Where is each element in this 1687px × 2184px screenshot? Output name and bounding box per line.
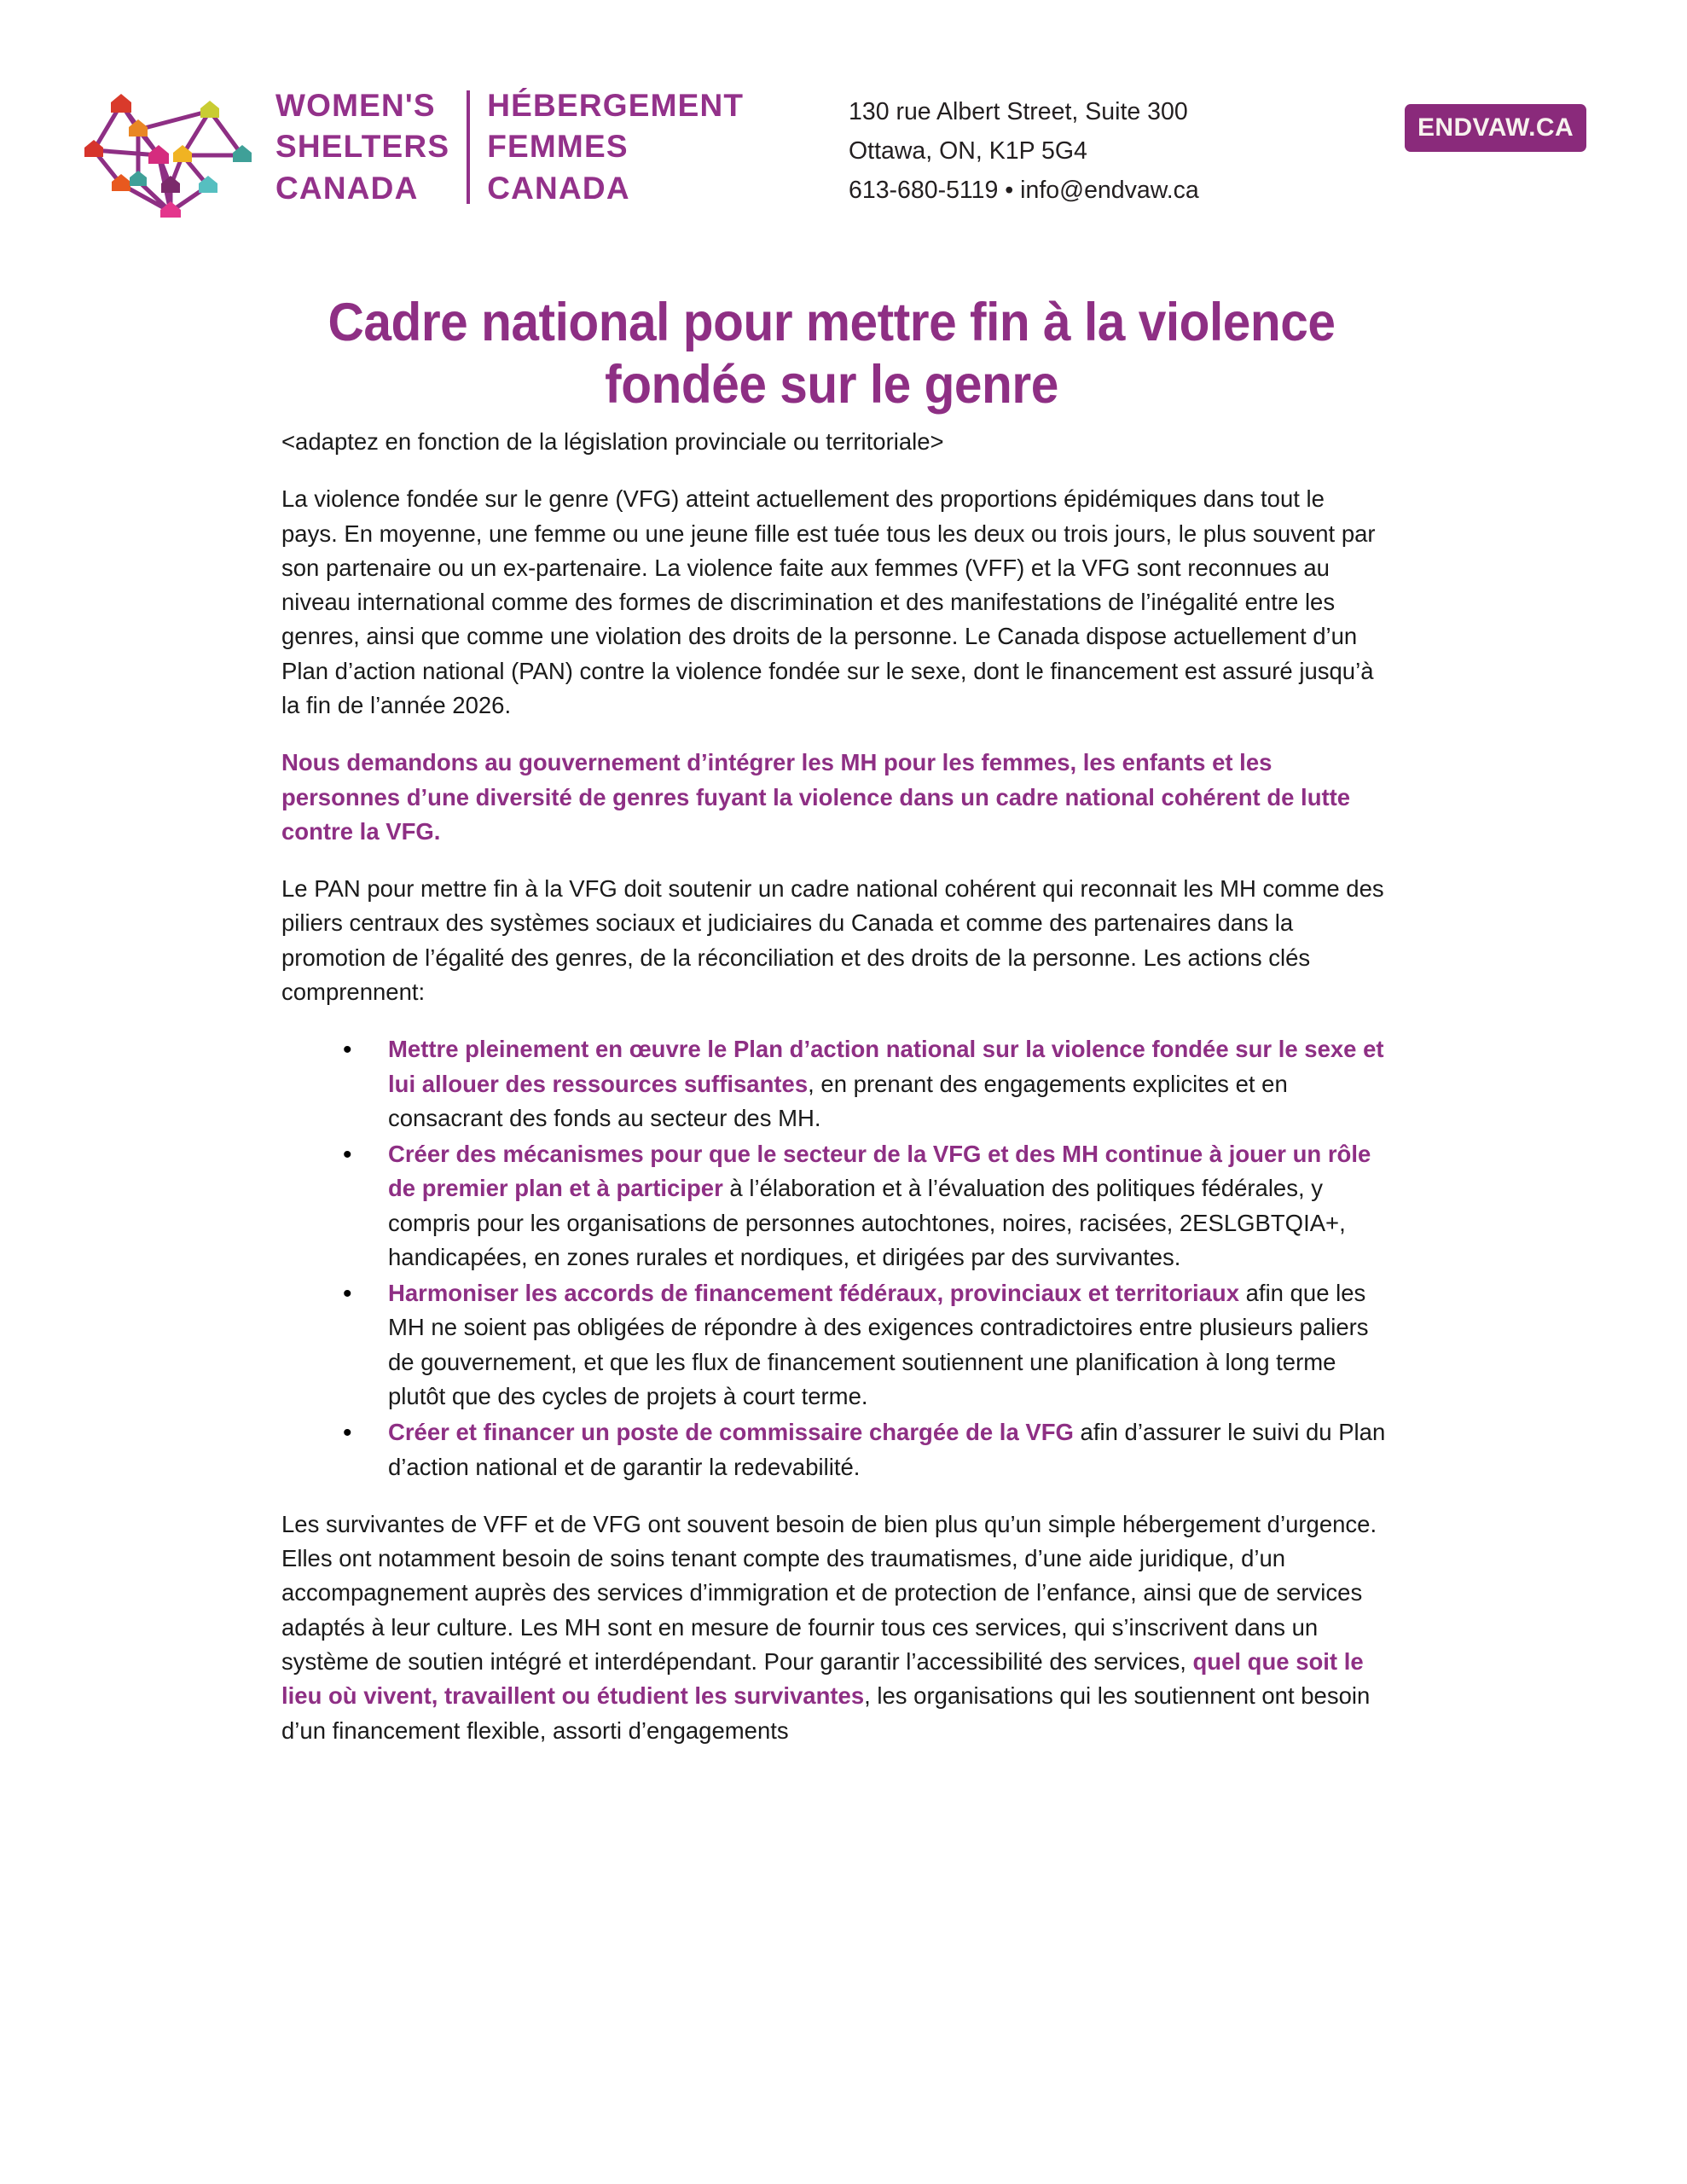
logo-wordmark-en	[275, 85, 449, 208]
intro-paragraph: La violence fondée sur le genre (VFG) atteint actuellement des proportions épidémiques dans tout le pays. En moyenne, une femme ou une jeune fille est tuée tous les deux ou trois jours, le plus souvent par son partenaire ou un ex-partenaire. La violence faite aux femmes (VFF) et la VFG sont reconnues au niveau international comme des formes de discrimination et des manifestations de l’inégalité entre les genres, ainsi que comme une violation des droits de la personne. Le Canada dispose actuellement d’un Plan d’action national (PAN) contre la violence fondée sur le sexe, dont le financement est assuré jusqu’à la fin de l’année 2026.	[281, 485, 1376, 718]
contact-address-line-1: 130 rue Albert Street, Suite 300	[849, 98, 1188, 125]
wsc-network-logo-icon	[82, 77, 257, 218]
contact-phone-email[interactable]: 613-680-5119 • info@endvaw.ca	[849, 177, 1199, 205]
action-lead-text: Mettre pleinement en œuvre le Plan d’action national sur la violence fondée sur le sexe et lui allouer des ressources suffisantes	[388, 1036, 1384, 1097]
list-item	[281, 1032, 1386, 1136]
action-lead-text: Créer des mécanismes pour que le secteur de la VFG et des MH continue à jouer un rôle de premier plan et à participer	[388, 1141, 1371, 1202]
logo-wordmark-en-line-1: WOMEN'S	[275, 88, 436, 124]
action-rest-text: afin d’assurer le suivi du Plan d’action national et de garantir la redevabilité.	[388, 1419, 1386, 1480]
closing-text-part-1: Les survivantes de VFF et de VFG ont souvent besoin de bien plus qu’un simple hébergement d’urgence. Elles ont notamment besoin de soins tenant compte des traumatismes, d’une aide juridique, d’un accompagnement auprès des services d’immigration et de protection de l’enfance, ainsi que de services adaptés à leur culture. Les MH sont en mesure de fournir tous ces services, qui s’inscrivent dans un système de soutien intégré et interdépendant. Pour garantir l’accessibilité des services,	[281, 1510, 1377, 1675]
pan-paragraph: Le PAN pour mettre fin à la VFG doit soutenir un cadre national cohérent qui reconnait les MH comme des piliers centraux des systèmes sociaux et judiciaires du Canada et comme des partenaires dans la promotion de l’égalité des genres, de la réconciliation et des droits de la personne. Les actions clés comprennent:	[281, 875, 1384, 1005]
document-body	[281, 425, 1386, 1748]
page-header	[0, 0, 1687, 247]
logo-wordmark-fr-line-3: CANADA	[487, 170, 630, 206]
logo-wordmark-fr-line-2: FEMMES	[487, 129, 629, 165]
contact-info	[849, 92, 1199, 210]
contact-address-line-2: Ottawa, ON, K1P 5G4	[849, 137, 1087, 166]
closing-highlight-text: quel que soit le lieu où vivent, travaillent ou étudient les survivantes	[281, 1648, 1364, 1710]
list-bullet-icon: •	[343, 1036, 352, 1065]
adaptation-note: <adaptez en fonction de la législation provinciale ou territoriale>	[281, 428, 944, 455]
endvaw-badge-label: ENDVAW.CA	[1417, 113, 1574, 142]
action-rest-text: à l’élaboration et à l’évaluation des politiques fédérales, y compris pour les organisations de personnes autochtones, noires, racisées, 2ESLGBTQIA+, handicapées, en zones rurales et nordiques, et dirigées par des survivantes.	[388, 1175, 1346, 1270]
list-item	[281, 1276, 1386, 1414]
key-actions-list	[281, 1032, 1386, 1484]
callout-paragraph: Nous demandons au gouvernement d’intégrer les MH pour les femmes, les enfants et les personnes d’une diversité de genres fuyant la violence dans un cadre national cohérent de lutte contre la VFG.	[281, 749, 1351, 845]
logo-wordmark-en-line-2: SHELTERS	[275, 129, 450, 165]
action-lead-text: Harmoniser les accords de financement fédéraux, provinciaux et territoriaux	[388, 1280, 1239, 1307]
logo-wordmark-divider	[467, 90, 470, 203]
list-item	[281, 1415, 1386, 1484]
logo-wordmark-en-line-3: CANADA	[275, 170, 419, 206]
list-bullet-icon: •	[343, 1141, 352, 1170]
action-rest-text: afin que les MH ne soient pas obligées de répondre à des exigences contradictoires entre plusieurs paliers de gouvernement, et que les flux de financement soutiennent une planification à long terme plutôt que des cycles de projets à court terme.	[388, 1280, 1369, 1410]
organization-logo	[82, 77, 744, 218]
closing-paragraph	[281, 1507, 1386, 1748]
page-title: Cadre national pour mettre fin à la violence fondée sur le genre	[328, 293, 1336, 415]
logo-wordmark	[275, 85, 744, 208]
action-lead-text: Créer et financer un poste de commissaire chargée de la VFG	[388, 1419, 1074, 1446]
list-bullet-icon: •	[343, 1419, 352, 1448]
closing-text-part-2: , les organisations qui les soutiennent ont besoin d’un financement flexible, assorti d’engagements	[281, 1682, 1371, 1744]
logo-wordmark-fr-line-1: HÉBERGEMENT	[487, 88, 745, 124]
action-rest-text: , en prenant des engagements explicites et en consacrant des fonds au secteur des MH.	[388, 1070, 1288, 1131]
list-item	[281, 1137, 1386, 1275]
list-bullet-icon: •	[343, 1280, 352, 1309]
endvaw-website-badge[interactable]	[1405, 104, 1586, 152]
logo-wordmark-fr	[487, 85, 744, 208]
